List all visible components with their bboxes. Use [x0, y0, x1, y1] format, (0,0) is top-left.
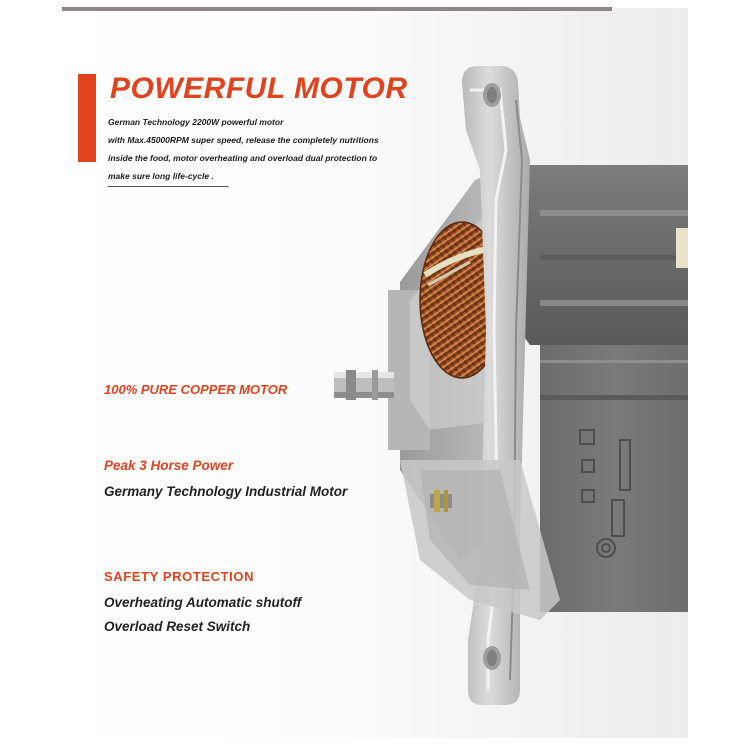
- motor-shaft: [334, 370, 394, 400]
- motor-photo: [320, 60, 688, 740]
- description-line: with Max.45000RPM super speed, release the completely nutritions: [108, 135, 379, 145]
- page-title: POWERFUL MOTOR: [110, 72, 408, 105]
- description-divider: [108, 186, 228, 187]
- top-divider: [62, 7, 612, 11]
- description-line: German Technology 2200W powerful motor: [108, 117, 284, 127]
- feature-copper: 100% PURE COPPER MOTOR: [104, 382, 288, 397]
- description-line: inside the food, motor overheating and overload dual protection to: [108, 153, 378, 163]
- feature-safety-line: Overheating Automatic shutoff: [104, 595, 302, 610]
- feature-power-subtitle: Germany Technology Industrial Motor: [104, 484, 348, 499]
- title-accent-bar: [78, 74, 96, 162]
- feature-safety-title: SAFETY PROTECTION: [104, 569, 255, 584]
- feature-power-title: Peak 3 Horse Power: [104, 458, 234, 473]
- description-line: make sure long life-cycle .: [108, 171, 214, 181]
- feature-safety-line: Overload Reset Switch: [104, 619, 251, 634]
